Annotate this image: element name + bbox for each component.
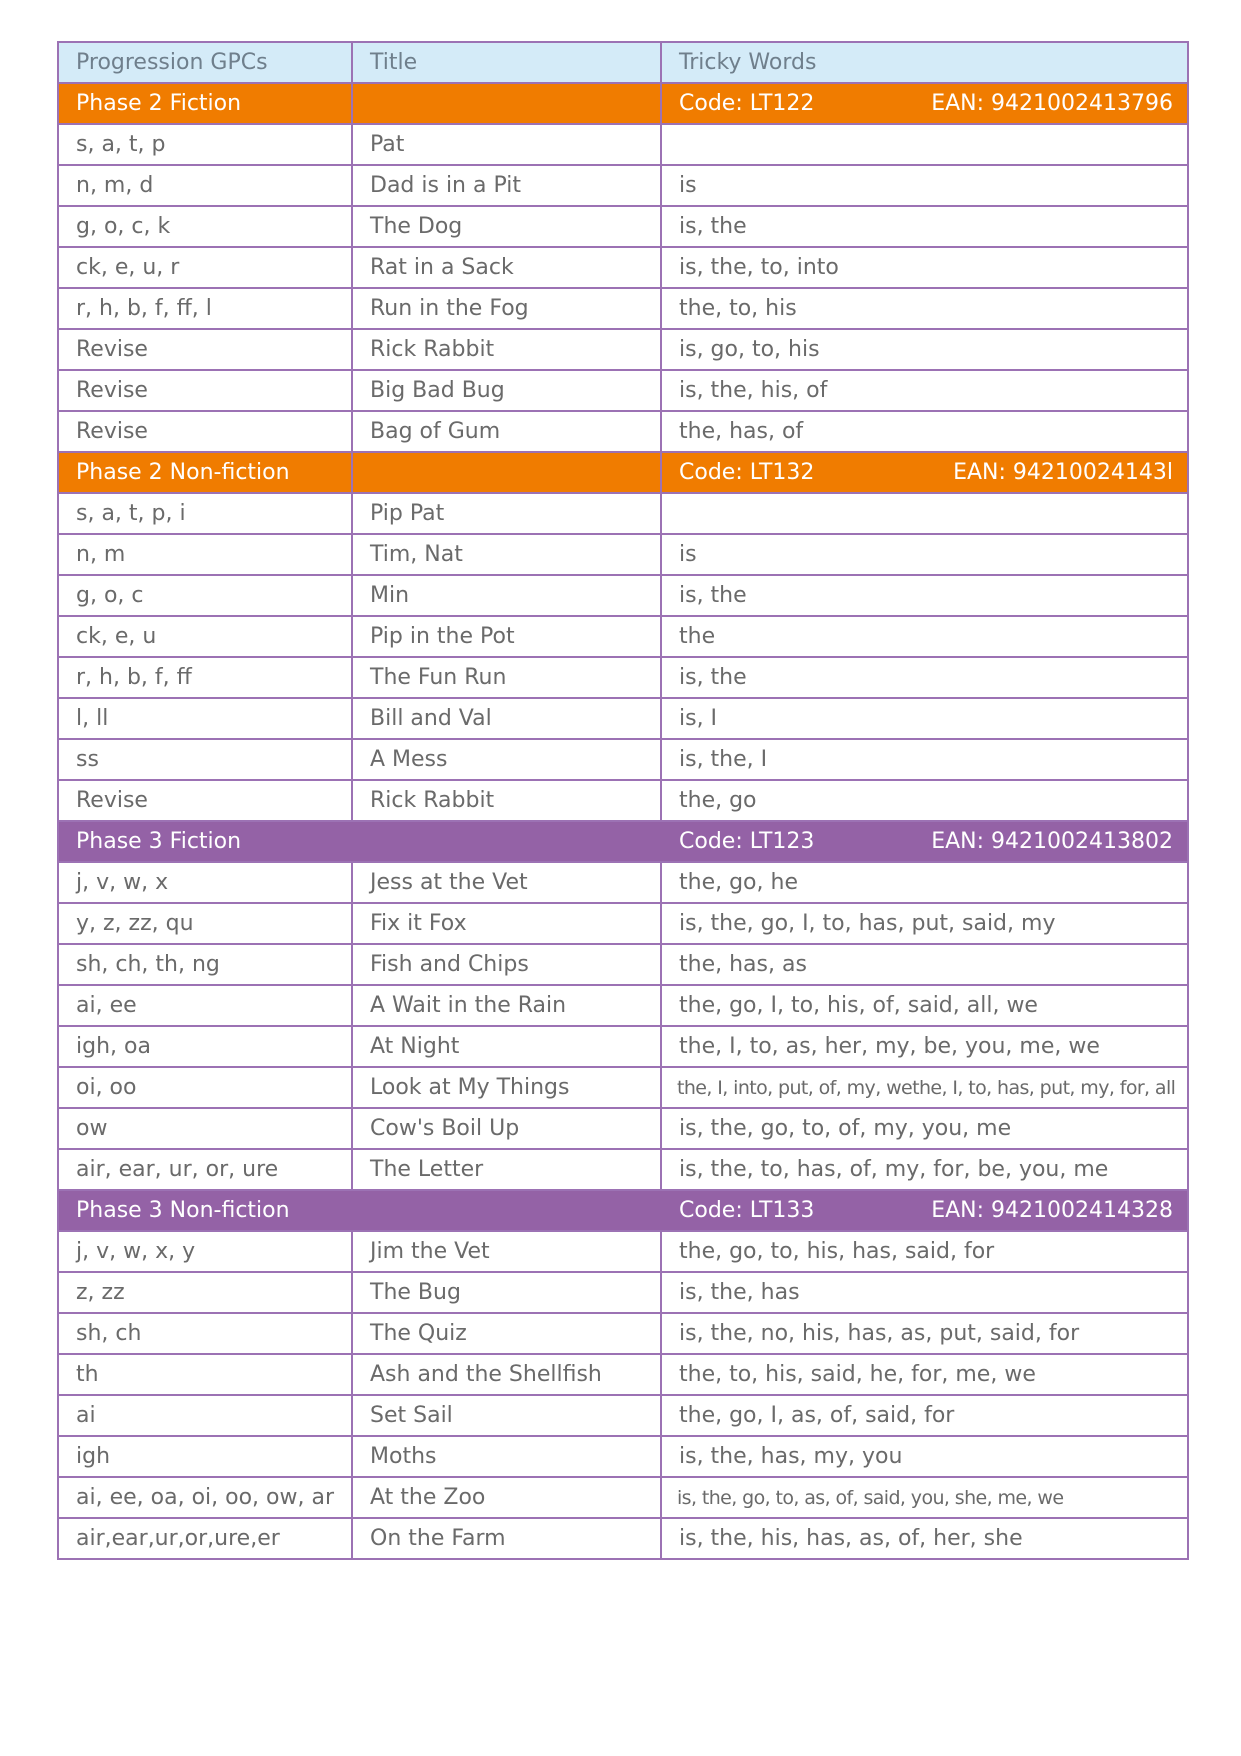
gpcs-cell: j, v, w, x, y [58, 1231, 352, 1272]
gpcs-cell: igh, oa [58, 1026, 352, 1067]
section-name: Phase 2 Fiction [58, 83, 352, 124]
tricky-words-cell: the, go [661, 780, 1188, 821]
table-row [58, 616, 1188, 657]
table-row [58, 1231, 1188, 1272]
tricky-words-cell: is, the, to, into [661, 247, 1188, 288]
section-header-row [58, 821, 1188, 862]
title-cell: The Letter [352, 1149, 661, 1190]
tricky-words-cell: the, to, his [661, 288, 1188, 329]
gpcs-cell: sh, ch [58, 1313, 352, 1354]
tricky-words-cell: is, the [661, 206, 1188, 247]
gpcs-cell: ck, e, u, r [58, 247, 352, 288]
tricky-words-cell [661, 493, 1188, 534]
section-blank-cell [352, 821, 661, 862]
tricky-words-cell: is, the, go, to, as, of, said, you, she, me, we [661, 1477, 1188, 1518]
gpcs-cell: n, m [58, 534, 352, 575]
tricky-words-cell: is, the [661, 657, 1188, 698]
tricky-words-cell: the [661, 616, 1188, 657]
ean-number: EAN: 94210024143l [953, 460, 1173, 485]
tricky-words-cell: is, the, to, has, of, my, for, be, you, me [661, 1149, 1188, 1190]
title-cell: Pip in the Pot [352, 616, 661, 657]
title-cell: Rick Rabbit [352, 780, 661, 821]
product-code: Code: LT123 [679, 829, 815, 854]
title-cell: Pip Pat [352, 493, 661, 534]
title-cell: Big Bad Bug [352, 370, 661, 411]
tricky-words-cell: is, go, to, his [661, 329, 1188, 370]
table-row [58, 1067, 1188, 1108]
title-cell: The Fun Run [352, 657, 661, 698]
title-cell: Rat in a Sack [352, 247, 661, 288]
table-row [58, 370, 1188, 411]
section-header-row [58, 83, 1188, 124]
title-cell: The Quiz [352, 1313, 661, 1354]
title-cell: Moths [352, 1436, 661, 1477]
tricky-words-cell: is, the, his, of [661, 370, 1188, 411]
title-cell: Cow's Boil Up [352, 1108, 661, 1149]
gpcs-cell: l, ll [58, 698, 352, 739]
table-row [58, 1272, 1188, 1313]
header-progression-gpcs: Progression GPCs [58, 42, 352, 83]
section-blank-cell [352, 1190, 661, 1231]
title-cell: The Dog [352, 206, 661, 247]
title-cell: Rick Rabbit [352, 329, 661, 370]
tricky-words-cell: the, I, into, put, of, my, wethe, I, to, has, put, my, for, all [661, 1067, 1188, 1108]
table-row [58, 165, 1188, 206]
section-name: Phase 2 Non-fiction [58, 452, 352, 493]
table-row [58, 1149, 1188, 1190]
tricky-words-cell: is, the, I [661, 739, 1188, 780]
header-row [58, 42, 1188, 83]
section-header-row [58, 1190, 1188, 1231]
gpcs-cell: air, ear, ur, or, ure [58, 1149, 352, 1190]
title-cell: At Night [352, 1026, 661, 1067]
gpcs-cell: ss [58, 739, 352, 780]
tricky-words-cell: the, to, his, said, he, for, me, we [661, 1354, 1188, 1395]
title-cell: The Bug [352, 1272, 661, 1313]
title-cell: Jim the Vet [352, 1231, 661, 1272]
title-cell: Tim, Nat [352, 534, 661, 575]
gpcs-cell: air,ear,ur,or,ure,er [58, 1518, 352, 1559]
table-row [58, 206, 1188, 247]
gpcs-cell: y, z, zz, qu [58, 903, 352, 944]
ean-number: EAN: 9421002413796 [931, 91, 1173, 116]
gpcs-cell: z, zz [58, 1272, 352, 1313]
table-row [58, 1313, 1188, 1354]
tricky-words-cell: is, the, no, his, has, as, put, said, for [661, 1313, 1188, 1354]
table-row [58, 780, 1188, 821]
table-row [58, 985, 1188, 1026]
gpcs-cell: th [58, 1354, 352, 1395]
tricky-words-cell: the, go, to, his, has, said, for [661, 1231, 1188, 1272]
table-row [58, 1477, 1188, 1518]
gpcs-cell: ai, ee, oa, oi, oo, ow, ar [58, 1477, 352, 1518]
gpcs-cell: g, o, c [58, 575, 352, 616]
product-code: Code: LT132 [679, 460, 815, 485]
table-row [58, 1395, 1188, 1436]
title-cell: Jess at the Vet [352, 862, 661, 903]
table-row [58, 1436, 1188, 1477]
title-cell: Run in the Fog [352, 288, 661, 329]
ean-number: EAN: 9421002413802 [931, 829, 1173, 854]
title-cell: Look at My Things [352, 1067, 661, 1108]
table-row [58, 1026, 1188, 1067]
gpcs-cell: s, a, t, p [58, 124, 352, 165]
gpcs-cell: r, h, b, f, ff, l [58, 288, 352, 329]
table-row [58, 1518, 1188, 1559]
tricky-words-cell: the, go, I, as, of, said, for [661, 1395, 1188, 1436]
table-row [58, 739, 1188, 780]
table-row [58, 411, 1188, 452]
title-cell: Pat [352, 124, 661, 165]
title-cell: On the Farm [352, 1518, 661, 1559]
gpcs-cell: Revise [58, 329, 352, 370]
gpcs-cell: Revise [58, 411, 352, 452]
table-row [58, 944, 1188, 985]
gpcs-cell: j, v, w, x [58, 862, 352, 903]
title-cell: Fish and Chips [352, 944, 661, 985]
title-cell: At the Zoo [352, 1477, 661, 1518]
section-code-cell [661, 452, 1188, 493]
product-code: Code: LT122 [679, 91, 815, 116]
gpcs-cell: sh, ch, th, ng [58, 944, 352, 985]
title-cell: Dad is in a Pit [352, 165, 661, 206]
title-cell: A Wait in the Rain [352, 985, 661, 1026]
title-cell: A Mess [352, 739, 661, 780]
table-row [58, 657, 1188, 698]
gpcs-cell: n, m, d [58, 165, 352, 206]
tricky-words-cell: is, the, go, I, to, has, put, said, my [661, 903, 1188, 944]
table-row [58, 247, 1188, 288]
gpcs-cell: Revise [58, 780, 352, 821]
tricky-words-cell: is, I [661, 698, 1188, 739]
header-tricky-words: Tricky Words [661, 42, 1188, 83]
table-row [58, 1354, 1188, 1395]
title-cell: Min [352, 575, 661, 616]
tricky-words-cell [661, 124, 1188, 165]
phonics-progression-sheet [57, 41, 1187, 1560]
tricky-words-cell: the, go, I, to, his, of, said, all, we [661, 985, 1188, 1026]
section-blank-cell [352, 83, 661, 124]
gpcs-cell: r, h, b, f, ff [58, 657, 352, 698]
title-cell: Ash and the Shellfish [352, 1354, 661, 1395]
section-name: Phase 3 Non-fiction [58, 1190, 352, 1231]
tricky-words-cell: the, has, of [661, 411, 1188, 452]
section-code-cell [661, 821, 1188, 862]
section-blank-cell [352, 452, 661, 493]
table-row [58, 698, 1188, 739]
tricky-words-cell: is, the [661, 575, 1188, 616]
table-row [58, 124, 1188, 165]
table-row [58, 1108, 1188, 1149]
gpcs-cell: ai, ee [58, 985, 352, 1026]
gpcs-cell: ai [58, 1395, 352, 1436]
section-code-cell [661, 83, 1188, 124]
tricky-words-cell: is, the, has, my, you [661, 1436, 1188, 1477]
table-row [58, 493, 1188, 534]
progression-table [57, 41, 1189, 1560]
title-cell: Bag of Gum [352, 411, 661, 452]
title-cell: Bill and Val [352, 698, 661, 739]
section-header-row [58, 452, 1188, 493]
tricky-words-cell: is [661, 534, 1188, 575]
table-row [58, 575, 1188, 616]
table-row [58, 534, 1188, 575]
gpcs-cell: g, o, c, k [58, 206, 352, 247]
tricky-words-cell: the, has, as [661, 944, 1188, 985]
title-cell: Set Sail [352, 1395, 661, 1436]
section-name: Phase 3 Fiction [58, 821, 352, 862]
gpcs-cell: s, a, t, p, i [58, 493, 352, 534]
tricky-words-cell: is, the, go, to, of, my, you, me [661, 1108, 1188, 1149]
ean-number: EAN: 9421002414328 [931, 1198, 1173, 1223]
table-row [58, 903, 1188, 944]
gpcs-cell: ck, e, u [58, 616, 352, 657]
gpcs-cell: oi, oo [58, 1067, 352, 1108]
tricky-words-cell: is, the, has [661, 1272, 1188, 1313]
table-row [58, 862, 1188, 903]
tricky-words-cell: the, I, to, as, her, my, be, you, me, we [661, 1026, 1188, 1067]
gpcs-cell: Revise [58, 370, 352, 411]
header-title: Title [352, 42, 661, 83]
title-cell: Fix it Fox [352, 903, 661, 944]
tricky-words-cell: the, go, he [661, 862, 1188, 903]
tricky-words-cell: is [661, 165, 1188, 206]
table-row [58, 288, 1188, 329]
gpcs-cell: igh [58, 1436, 352, 1477]
table-row [58, 329, 1188, 370]
gpcs-cell: ow [58, 1108, 352, 1149]
tricky-words-cell: is, the, his, has, as, of, her, she [661, 1518, 1188, 1559]
product-code: Code: LT133 [679, 1198, 815, 1223]
section-code-cell [661, 1190, 1188, 1231]
